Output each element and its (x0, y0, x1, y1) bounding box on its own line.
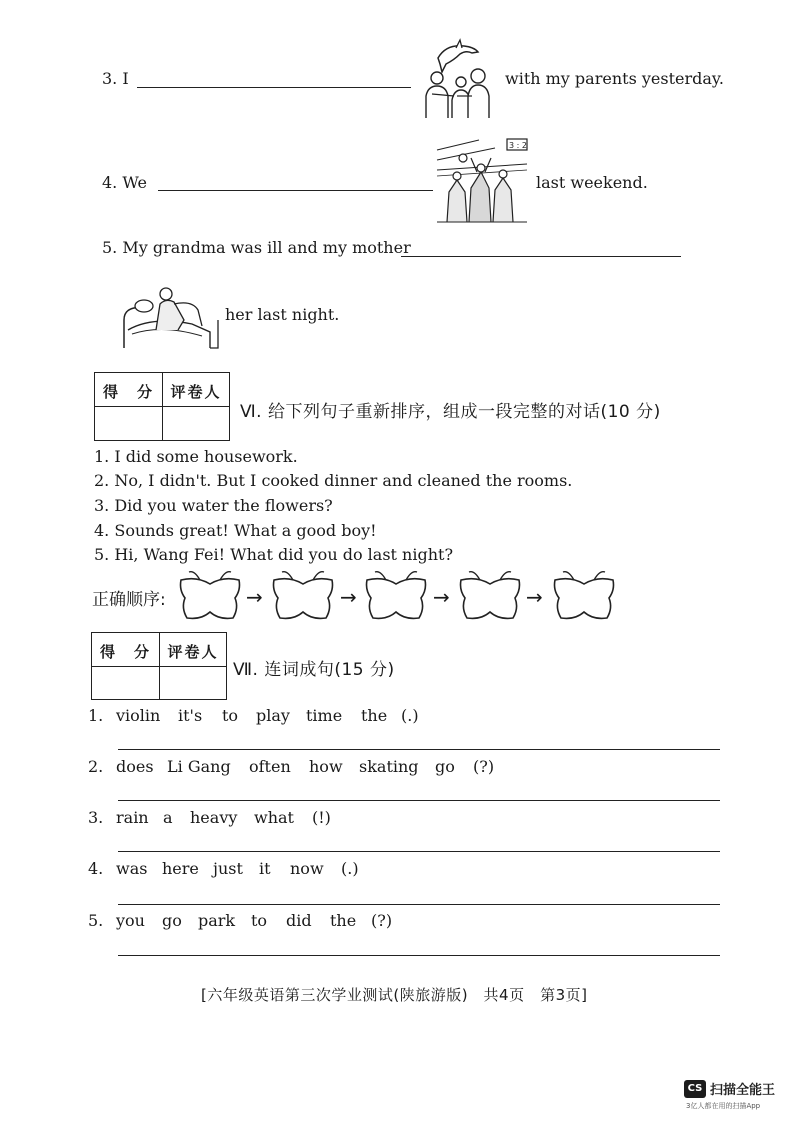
arrow-icon: → (246, 585, 263, 609)
fill-item-5-lead: 5. My grandma was ill and my mother (102, 238, 411, 257)
section-7-title: Ⅶ. 连词成句(15 分) (233, 660, 395, 680)
butterfly-answer-slot-1[interactable] (177, 568, 243, 624)
answer-line-1[interactable] (118, 749, 720, 750)
scrambled-word: rain (116, 808, 149, 827)
scrambled-word: Li Gang (167, 757, 231, 776)
scrambled-word: the (361, 706, 388, 725)
fill-item-5-blank[interactable] (401, 256, 681, 257)
scrambled-word: (?) (371, 911, 393, 930)
score-label: 得 分 (102, 383, 154, 401)
dialogue-sentence: 4. Sounds great! What a good boy! (94, 521, 377, 540)
scrambled-word: what (254, 808, 294, 827)
aquarium-dolphin-picture (416, 38, 496, 118)
item-number: 2. (88, 757, 104, 776)
fill-item-3-blank[interactable] (137, 87, 411, 88)
scrambled-word: does (116, 757, 154, 776)
scrambled-word: go (162, 911, 182, 930)
fill-item-5-tail: her last night. (225, 305, 340, 324)
dialogue-sentence: 2. No, I didn't. But I cooked dinner and cleaned the rooms. (94, 471, 573, 490)
item-number: 4. (88, 859, 104, 878)
scrambled-word: heavy (190, 808, 238, 827)
camscanner-logo-icon: CS (684, 1080, 706, 1098)
scrambled-word: now (290, 859, 324, 878)
scrambled-word: how (309, 757, 343, 776)
butterfly-answer-slot-3[interactable] (363, 568, 429, 624)
grader-input[interactable] (165, 409, 228, 439)
order-label: 正确顺序: (92, 590, 166, 610)
scrambled-word: (.) (341, 859, 359, 878)
scrambled-word: (.) (401, 706, 419, 725)
scrambled-word: go (435, 757, 455, 776)
fill-item-4-lead: 4. We (102, 173, 147, 192)
scrambled-word: skating (359, 757, 419, 776)
arrow-icon: → (526, 585, 543, 609)
butterfly-answer-slot-4[interactable] (457, 568, 523, 624)
score-label: 得 分 (99, 643, 151, 661)
watermark-subtitle: 3亿人都在用的扫描App (686, 1102, 761, 1110)
scrambled-word: play (256, 706, 290, 725)
arrow-icon: → (433, 585, 450, 609)
score-input[interactable] (97, 409, 160, 439)
scrambled-word: here (162, 859, 199, 878)
svg-text:3 : 2: 3 : 2 (509, 141, 527, 150)
scrambled-word: violin (116, 706, 161, 725)
fill-item-4-blank[interactable] (158, 190, 433, 191)
section-6-title: Ⅵ. 给下列句子重新排序，组成一段完整的对话(10 分) (240, 402, 661, 422)
score-input[interactable] (94, 669, 157, 698)
arrow-icon: → (340, 585, 357, 609)
fill-item-3-tail: with my parents yesterday. (505, 69, 724, 88)
butterfly-answer-slot-2[interactable] (270, 568, 336, 624)
scrambled-word: it's (178, 706, 203, 725)
scrambled-word: just (213, 859, 243, 878)
item-number: 5. (88, 911, 104, 930)
watermark-title: 扫描全能王 (710, 1083, 776, 1098)
caring-for-sick-grandma-picture (122, 280, 222, 350)
scrambled-word: did (286, 911, 312, 930)
grader-label: 评卷人 (170, 383, 222, 401)
scrambled-word: a (163, 808, 173, 827)
scrambled-word: often (249, 757, 291, 776)
scrambled-word: (!) (312, 808, 331, 827)
grader-label: 评卷人 (167, 643, 219, 661)
answer-line-3[interactable] (118, 851, 720, 852)
scrambled-word: time (306, 706, 343, 725)
item-number: 3. (88, 808, 104, 827)
score-box-section-6 (94, 372, 230, 441)
scrambled-word: to (251, 911, 268, 930)
scrambled-word: it (259, 859, 271, 878)
score-box-section-7 (91, 632, 227, 700)
dialogue-sentence: 5. Hi, Wang Fei! What did you do last night? (94, 545, 454, 564)
fill-item-4-tail: last weekend. (536, 173, 648, 192)
dialogue-sentence: 1. I did some housework. (94, 447, 298, 466)
answer-line-2[interactable] (118, 800, 720, 801)
page-footer: [六年级英语第三次学业测试(陕旅游版) 共4页 第3页] (201, 986, 588, 1004)
fill-item-3-lead: 3. I (102, 69, 129, 88)
grader-input[interactable] (162, 669, 225, 698)
scrambled-word: to (222, 706, 239, 725)
scrambled-word: the (330, 911, 357, 930)
item-number: 1. (88, 706, 104, 725)
scrambled-word: park (198, 911, 236, 930)
answer-line-5[interactable] (118, 955, 720, 956)
butterfly-answer-slot-5[interactable] (551, 568, 617, 624)
scrambled-word: was (116, 859, 148, 878)
dialogue-sentence: 3. Did you water the flowers? (94, 496, 333, 515)
basketball-game-picture (435, 136, 529, 224)
answer-line-4[interactable] (118, 904, 720, 905)
scrambled-word: you (116, 911, 145, 930)
scrambled-word: (?) (473, 757, 495, 776)
